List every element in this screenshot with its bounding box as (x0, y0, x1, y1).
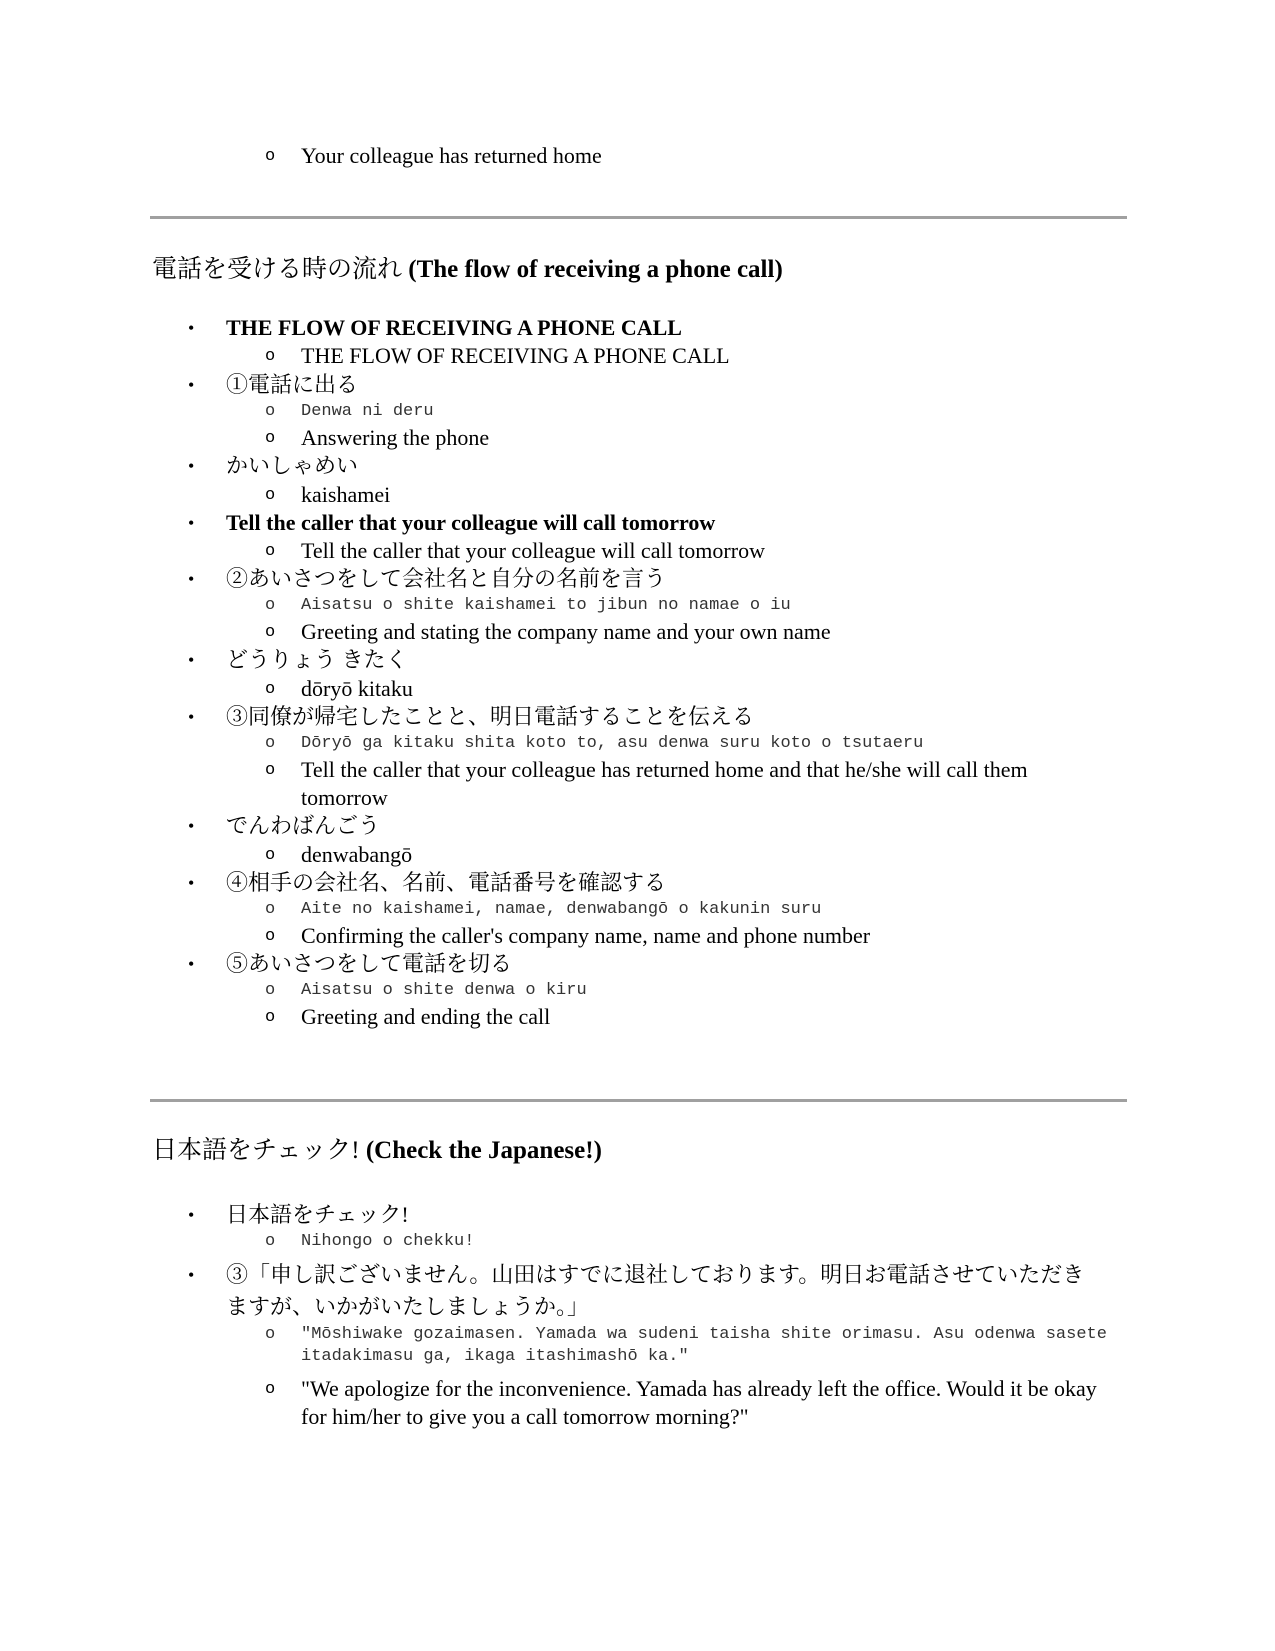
heading-jp: 電話を受ける時の流れ (152, 256, 403, 283)
circle-bullet-icon: o (265, 1008, 276, 1027)
romaji-text: Aisatsu o shite denwa o kiru (301, 981, 587, 1000)
heading-jp: 日本語をチェック! (152, 1137, 360, 1164)
list-item (188, 371, 359, 399)
subitem-text: Answering the phone (301, 425, 490, 450)
bullet-icon: • (188, 650, 195, 670)
list-item (188, 509, 716, 537)
bullet-icon: • (188, 816, 195, 836)
romaji-text: Dōryō ga kitaku shita koto to, asu denwa suru koto o tsutaeru (301, 734, 924, 753)
subitem-text: denwabangō (301, 842, 413, 867)
subitem-text: Your colleague has returned home (301, 143, 602, 168)
section-heading (152, 254, 783, 286)
list-subitem-romaji (265, 1324, 1121, 1368)
list-subitem (265, 841, 413, 869)
circle-bullet-icon: o (265, 1232, 276, 1251)
subitem-text: Greeting and stating the company name and your own name (301, 619, 831, 644)
circle-bullet-icon: o (265, 147, 276, 166)
item-text: かいしゃめい (226, 453, 359, 478)
list-item (188, 565, 667, 593)
bullet-icon: • (188, 375, 195, 395)
romaji-text: Nihongo o chekku! (301, 1232, 475, 1251)
circle-bullet-icon: o (265, 596, 276, 615)
list-subitem (265, 1375, 1111, 1431)
bullet-icon: • (188, 1265, 195, 1285)
horizontal-divider (150, 216, 1127, 219)
subitem-text: kaishamei (301, 482, 391, 507)
list-subitem-romaji (265, 899, 822, 921)
romaji-text: Aite no kaishamei, namae, denwabangō o kakunin suru (301, 900, 822, 919)
list-item (188, 1259, 1106, 1323)
list-subitem-romaji (265, 980, 587, 1002)
bullet-icon: • (188, 1205, 195, 1225)
list-subitem-romaji (265, 733, 924, 755)
circle-bullet-icon: o (265, 429, 276, 448)
list-item (188, 314, 682, 342)
circle-bullet-icon: o (265, 623, 276, 642)
item-text: でんわばんごう (226, 813, 381, 838)
bullet-icon: • (188, 318, 195, 338)
circle-bullet-icon: o (265, 734, 276, 753)
circle-bullet-icon: o (265, 761, 276, 780)
bullet-icon: • (188, 513, 195, 533)
list-subitem-romaji (265, 595, 791, 617)
circle-bullet-icon: o (265, 1325, 276, 1344)
section-heading (152, 1135, 602, 1167)
list-subitem (265, 142, 602, 170)
subitem-text: Tell the caller that your colleague has returned home and that he/she will call them tomorrow (301, 757, 1028, 810)
circle-bullet-icon: o (265, 486, 276, 505)
list-item (188, 1201, 409, 1229)
item-text: Tell the caller that your colleague will call tomorrow (226, 510, 716, 535)
circle-bullet-icon: o (265, 542, 276, 561)
circle-bullet-icon: o (265, 981, 276, 1000)
list-item (188, 950, 513, 978)
subitem-text: "We apologize for the inconvenience. Yamada has already left the office. Would it be okay for him/her to give you a call tomorrow morning?" (301, 1376, 1097, 1429)
romaji-text: Denwa ni deru (301, 402, 434, 421)
bullet-icon: • (188, 456, 195, 476)
item-text: ④相手の会社名、名前、電話番号を確認する (226, 870, 667, 895)
list-item (188, 812, 381, 840)
list-subitem (265, 922, 871, 950)
item-text: THE FLOW OF RECEIVING A PHONE CALL (226, 315, 682, 340)
list-subitem (265, 537, 765, 565)
list-subitem-romaji (265, 1231, 475, 1253)
bullet-icon: • (188, 873, 195, 893)
subitem-text: THE FLOW OF RECEIVING A PHONE CALL (301, 343, 730, 368)
horizontal-divider (150, 1099, 1127, 1102)
item-text: ③同僚が帰宅したことと、明日電話することを伝える (226, 704, 755, 729)
list-subitem (265, 675, 413, 703)
item-text: 日本語をチェック! (226, 1202, 409, 1227)
list-item (188, 869, 667, 897)
item-text: ①電話に出る (226, 372, 359, 397)
subitem-text: Tell the caller that your colleague will call tomorrow (301, 538, 765, 563)
circle-bullet-icon: o (265, 927, 276, 946)
circle-bullet-icon: o (265, 900, 276, 919)
item-text: ②あいさつをして会社名と自分の名前を言う (226, 566, 667, 591)
subitem-text: Greeting and ending the call (301, 1004, 551, 1029)
list-subitem (265, 756, 1111, 812)
list-subitem (265, 424, 490, 452)
item-text: どうりょう きたく (226, 647, 408, 672)
list-subitem (265, 1003, 551, 1031)
bullet-icon: • (188, 569, 195, 589)
list-subitem (265, 342, 730, 370)
heading-en: (Check the Japanese!) (365, 1137, 602, 1164)
circle-bullet-icon: o (265, 402, 276, 421)
list-item (188, 703, 755, 731)
romaji-text: "Mōshiwake gozaimasen. Yamada wa sudeni taisha shite orimasu. Asu odenwa sasete itadakimasu ga, ikaga itashimashō ka." (301, 1325, 1107, 1366)
circle-bullet-icon: o (265, 680, 276, 699)
item-text: ⑤あいさつをして電話を切る (226, 951, 513, 976)
subitem-text: Confirming the caller's company name, name and phone number (301, 923, 871, 948)
list-subitem (265, 618, 831, 646)
list-subitem (265, 481, 391, 509)
circle-bullet-icon: o (265, 347, 276, 366)
circle-bullet-icon: o (265, 1380, 276, 1399)
item-text: ③「申し訳ございません。山田はすでに退社しております。明日お電話させていただきますが、いかがいたしましょうか。」 (226, 1262, 1085, 1319)
list-item (188, 452, 359, 480)
list-subitem-romaji (265, 401, 434, 423)
circle-bullet-icon: o (265, 846, 276, 865)
bullet-icon: • (188, 954, 195, 974)
list-item (188, 646, 408, 674)
heading-en: (The flow of receiving a phone call) (408, 256, 783, 283)
romaji-text: Aisatsu o shite kaishamei to jibun no namae o iu (301, 596, 791, 615)
subitem-text: dōryō kitaku (301, 676, 413, 701)
bullet-icon: • (188, 707, 195, 727)
